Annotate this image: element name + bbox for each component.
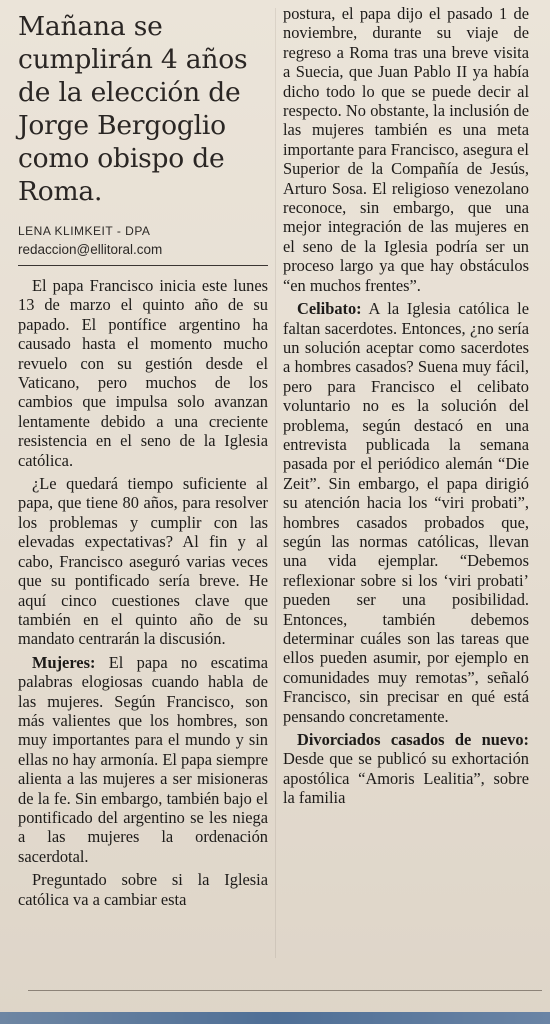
continued-paragraph: postura, el papa dijo el pasado 1 de noviembre, durante su viaje de regreso a Roma tras una breve visita a Suecia, que Juan Pablo II ya había dicho todo lo que se puede decir al respecto. No obstante, la inclusión de las mujeres también es una meta importante para Francisco, asegura el Superior de la Compañía de Jesús, Arturo Sosa. El religioso venezolano reconoce, sin embargo, que una mejor integración de las mujeres en el seno de la Iglesia podría ser un proceso largo ya que hay obstáculos “en muchos frentes”.: [283, 4, 529, 295]
divorciados-paragraph: [283, 730, 529, 808]
preguntado-paragraph: Preguntado sobre si la Iglesia católica va a cambiar esta: [18, 870, 268, 909]
left-column: [18, 10, 268, 909]
celibato-paragraph: [283, 299, 529, 726]
celibato-text: A la Iglesia católica le faltan sacerdotes. Entonces, ¿no sería un solución aceptar como sacerdotes a hombres casados? Suena muy fácil, pero para Francisco el celibato voluntario no es la solución del problema, según destacó en una entrevista publicada la semana pasada por el periódico alemán “Die Zeit”. Sin embargo, el papa dirigió su atención hacia los “viri probati”, hombres casados probados que, según las normas católicas, llevan una vida ejemplar. “Debemos reflexionar sobre si los ‘viri probati’ pueden ser una posibilidad. Entonces, también debemos determinar cuáles son las tareas que ellos pueden asumir, por ejemplo en comunidades muy remotas”, señaló Francisco, sin precisar en qué está pensando concretamente.: [283, 299, 529, 726]
byline: LENA KLIMKEIT - DPA: [18, 224, 151, 238]
author-email: redaccion@ellitoral.com: [18, 242, 268, 266]
celibato-kicker: Celibato:: [297, 299, 362, 319]
headline: Mañana se cumplirán 4 años de la elección de Jorge Bergoglio como obispo de Roma.: [18, 11, 248, 207]
mujeres-paragraph: [18, 653, 268, 866]
divorciados-text: Desde que se publicó su exhortación apostólica “Amoris Lealitia”, sobre la familia: [283, 749, 529, 808]
mujeres-kicker: Mujeres:: [32, 652, 96, 672]
divorciados-kicker: Divorciados casados de nuevo:: [297, 730, 529, 750]
bottom-color-band: [0, 1012, 550, 1024]
mujeres-text: El papa no escatima palabras elogiosas cuando habla de las mujeres. Según Francisco, son más valientes que los hombres, son muy importantes para el mundo y sin ellas no hay armonía. El papa siempre alienta a las mujeres a ser misioneras de la fe. Sin embargo, también bajo el pontificado del argentino se les niega a las mujeres la ordenación sacerdotal.: [18, 652, 268, 866]
lead-paragraph: El papa Francisco inicia este lunes 13 de marzo el quinto año de su papado. El pontífice argentino ha causado hasta el momento mucho revuelo con su gestión desde el Vaticano, pero muchos de los cambios que impulsa solo avanzan lentamente debido a una creciente resistencia en el seno de la Iglesia católica.: [18, 276, 268, 470]
questions-paragraph: ¿Le quedará tiempo suficiente al papa, que tiene 80 años, para resolver los problemas y cumplir con las elevadas expectativas? Al fin y al cabo, Francisco aseguró varias veces que su pontificado sería breve. He aquí cinco cuestiones clave que también en el quinto año de su mandato centrarán la discusión.: [18, 474, 268, 649]
column-divider: [275, 8, 276, 958]
bottom-rule: [28, 990, 542, 991]
right-column: [283, 4, 529, 808]
